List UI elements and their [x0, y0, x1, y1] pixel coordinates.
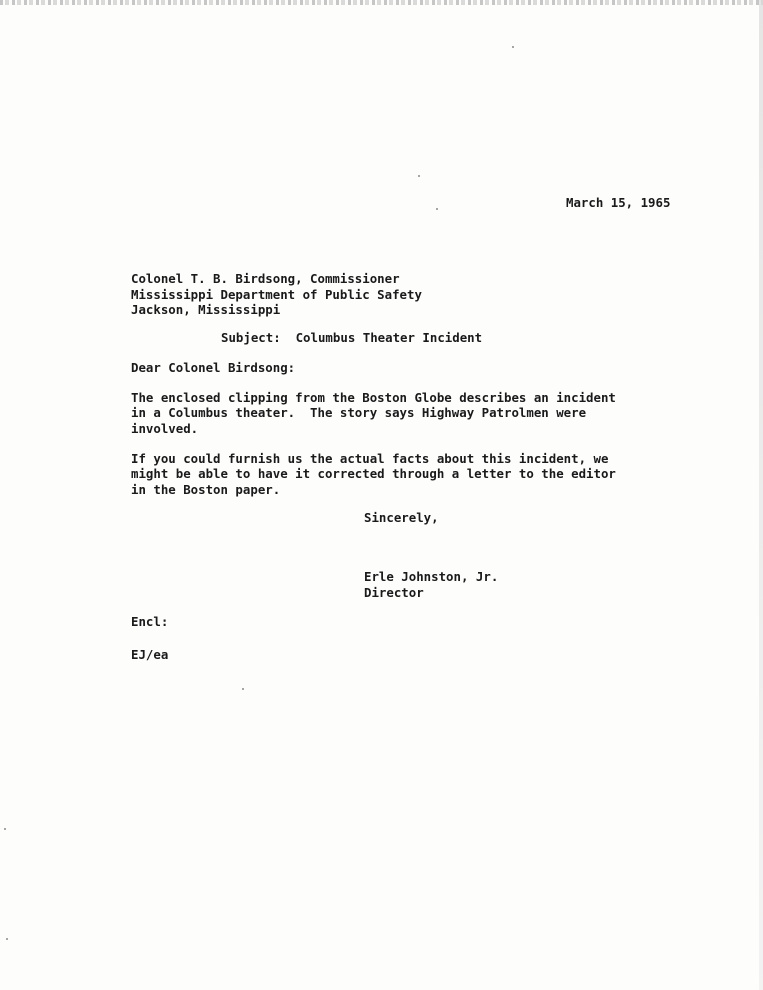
scan-speck — [6, 938, 8, 940]
salutation: Dear Colonel Birdsong: — [131, 360, 296, 375]
scan-speck — [418, 175, 420, 177]
scan-edge — [759, 0, 763, 990]
typist-initials: EJ/ea — [131, 647, 169, 662]
scan-edge — [0, 0, 763, 5]
scan-speck — [436, 208, 438, 210]
signer-title: Director — [364, 585, 424, 600]
letter-date: March 15, 1965 — [566, 195, 671, 210]
signer-name: Erle Johnston, Jr. — [364, 569, 499, 584]
body-paragraph-1-line-3: involved. — [131, 421, 199, 436]
body-paragraph-1-line-1: The enclosed clipping from the Boston Globe describes an incident — [131, 390, 616, 405]
body-paragraph-1-line-2: in a Columbus theater. The story says Highway Patrolmen were — [131, 405, 587, 420]
scan-speck — [512, 46, 514, 48]
closing: Sincerely, — [364, 510, 439, 525]
recipient-name: Colonel T. B. Birdsong, Commissioner — [131, 271, 400, 286]
enclosure-note: Encl: — [131, 614, 169, 629]
scan-speck — [4, 828, 6, 830]
recipient-city: Jackson, Mississippi — [131, 302, 281, 317]
recipient-organization: Mississippi Department of Public Safety — [131, 287, 422, 302]
subject-line: Subject: Columbus Theater Incident — [221, 330, 483, 345]
body-paragraph-2-line-3: in the Boston paper. — [131, 482, 281, 497]
scan-speck — [242, 688, 244, 690]
body-paragraph-2-line-2: might be able to have it corrected through a letter to the editor — [131, 466, 616, 481]
body-paragraph-2-line-1: If you could furnish us the actual facts about this incident, we — [131, 451, 609, 466]
